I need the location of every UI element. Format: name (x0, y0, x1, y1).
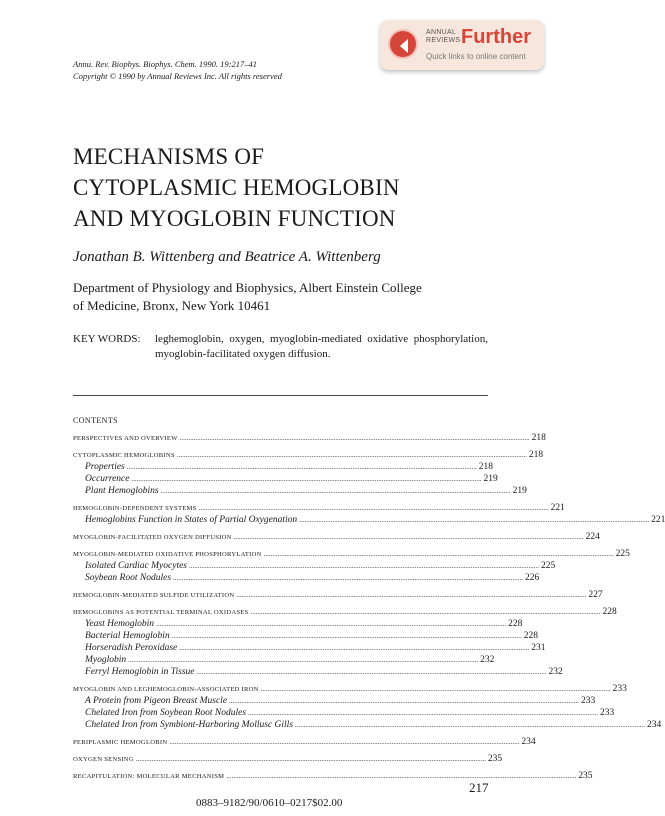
toc-entry-title: A Protein from Pigeon Breast Muscle (85, 696, 228, 706)
toc-entry-page: 235 (487, 754, 503, 764)
copyright-line: Copyright © 1990 by Annual Reviews Inc. All rights reserved (73, 71, 282, 81)
toc-leader-dots: ........................................................................................................................................................................................................ (263, 550, 614, 558)
toc-entry (73, 532, 600, 544)
citation-line: Annu. Rev. Biophys. Biophys. Chem. 1990. 19:217–41 (73, 59, 257, 69)
toc-entry (73, 720, 662, 732)
toc-entry-title: Occurrence (85, 474, 130, 484)
toc-entry-page: 233 (581, 696, 596, 706)
article-title (73, 141, 400, 234)
contents-heading: CONTENTS (73, 416, 118, 425)
toc-entry-page: 225 (615, 549, 630, 559)
toc-entry (73, 667, 563, 679)
toc-entry-page: 219 (512, 486, 527, 496)
toc-entry (73, 619, 523, 631)
toc-entry-title: MYOGLOBIN-FACILITATED OXYGEN DIFFUSION (73, 534, 232, 541)
toc-entry (73, 486, 527, 498)
toc-entry (73, 433, 546, 445)
toc-entry-page: 231 (531, 643, 546, 653)
toc-entry-title: OXYGEN SENSING (73, 756, 134, 763)
toc-entry-title: Myoglobin (85, 655, 127, 665)
toc-entry (73, 708, 615, 720)
toc-entry (73, 631, 538, 643)
toc-leader-dots: ........................................................................................................................................................................................................ (156, 620, 507, 628)
toc-leader-dots: ........................................................................................................................................................................................................ (229, 697, 580, 705)
keywords-text: leghemoglobin, oxygen, myoglobin-mediated oxidative phosphorylation, myoglobin-facilitated oxygen diffusion. (155, 333, 488, 360)
toc-entry-title: Horseradish Peroxidase (85, 643, 178, 653)
badge-further-label: Further (461, 26, 531, 48)
toc-entry (73, 771, 593, 783)
toc-leader-dots: ........................................................................................................................................................................................................ (160, 487, 511, 495)
toc-entry-title: Isolated Cardiac Myocytes (85, 561, 188, 571)
toc-leader-dots: ........................................................................................................................................................................................................ (226, 772, 577, 780)
toc-entry-page: 221 (651, 515, 665, 525)
toc-entry (73, 474, 498, 486)
toc-leader-dots: ........................................................................................................................................................................................................ (126, 463, 477, 471)
toc-entry-title: HEMOGLOBIN-MEDIATED SULFIDE UTILIZATION (73, 592, 235, 599)
toc-entry-page: 228 (602, 607, 617, 617)
toc-entry-title: PERIPLASMIC HEMOGLOBIN (73, 739, 168, 746)
affiliation-line-2: of Medicine, Bronx, New York 10461 (73, 298, 271, 313)
toc-entry (73, 462, 494, 474)
toc-entry-title: Ferryl Hemoglobin in Tissue (85, 667, 195, 677)
toc-entry (73, 754, 503, 766)
toc-entry-title: RECAPITULATION: MOLECULAR MECHANISM (73, 773, 225, 780)
toc-entry-title: MYOGLOBIN-MEDIATED OXIDATIVE PHOSPHORYLATION (73, 551, 262, 558)
toc-entry-page: 218 (531, 433, 546, 443)
toc-leader-dots: ........................................................................................................................................................................................................ (198, 504, 549, 512)
toc-entry-page: 232 (480, 655, 495, 665)
toc-entry (73, 607, 617, 619)
toc-entry-page: 234 (521, 737, 536, 747)
toc-leader-dots: ........................................................................................................................................................................................................ (196, 668, 547, 676)
toc-entry-title: PERSPECTIVES AND OVERVIEW (73, 435, 178, 442)
title-line-2: CYTOPLASMIC HEMOGLOBIN (73, 175, 400, 200)
toc-entry-title: Plant Hemoglobins (85, 486, 159, 496)
toc-entry-title: MYOGLOBIN AND LEGHEMOGLOBIN-ASSOCIATED IRON (73, 686, 259, 693)
toc-leader-dots: ........................................................................................................................................................................................................ (250, 608, 601, 616)
toc-entry-title: Properties (85, 462, 125, 472)
toc-entry-page: 224 (585, 532, 600, 542)
toc-entry (73, 643, 546, 655)
toc-leader-dots: ........................................................................................................................................................................................................ (131, 475, 482, 483)
toc-entry (73, 561, 556, 573)
page-number: 217 (469, 780, 489, 795)
toc-entry-title: Chelated Iron from Soybean Root Nodules (85, 708, 247, 718)
toc-leader-dots: ........................................................................................................................................................................................................ (248, 709, 599, 717)
toc-leader-dots: ........................................................................................................................................................................................................ (189, 562, 540, 570)
toc-entry-page: 225 (541, 561, 556, 571)
toc-leader-dots: ........................................................................................................................................................................................................ (260, 685, 611, 693)
toc-leader-dots: ........................................................................................................................................................................................................ (233, 533, 584, 541)
toc-entry-title: CYTOPLASMIC HEMOGLOBINS (73, 452, 175, 459)
toc-entry-page: 233 (612, 684, 627, 694)
toc-leader-dots: ........................................................................................................................................................................................................ (171, 632, 522, 640)
toc-entry (73, 450, 544, 462)
toc-entry (73, 515, 665, 527)
toc-leader-dots: ........................................................................................................................................................................................................ (173, 574, 524, 582)
footer-code: 0883–9182/90/0610–0217$02.00 (196, 797, 343, 809)
toc-entry-title: Hemoglobins Function in States of Partial Oxygenation (85, 515, 298, 525)
toc-entry-page: 235 (578, 771, 593, 781)
toc-entry-title: Chelated Iron from Symbiont-Harboring Mollusc Gills (85, 720, 294, 730)
title-line-1: MECHANISMS OF (73, 144, 265, 169)
keywords (73, 332, 488, 362)
toc-entry-title: HEMOGLOBIN-DEPENDENT SYSTEMS (73, 505, 197, 512)
toc-entry-page: 221 (550, 503, 565, 513)
toc-entry-title: Bacterial Hemoglobin (85, 631, 170, 641)
toc-leader-dots: ........................................................................................................................................................................................................ (179, 434, 530, 442)
toc-leader-dots: ........................................................................................................................................................................................................ (179, 644, 530, 652)
divider (73, 395, 488, 396)
toc-entry-title: HEMOGLOBINS AS POTENTIAL TERMINAL OXIDASES (73, 609, 249, 616)
toc-entry-page: 227 (588, 590, 603, 600)
toc-leader-dots: ........................................................................................................................................................................................................ (169, 738, 520, 746)
toc-entry (73, 696, 596, 708)
toc-leader-dots: ........................................................................................................................................................................................................ (236, 591, 587, 599)
toc-entry-title: Yeast Hemoglobin (85, 619, 155, 629)
keywords-label: KEY WORDS: (73, 333, 141, 345)
toc-entry-page: 219 (483, 474, 498, 484)
toc-entry-page: 226 (525, 573, 540, 583)
affiliation-line-1: Department of Physiology and Biophysics, Albert Einstein College (73, 280, 422, 295)
toc-entry-page: 232 (548, 667, 563, 677)
toc-entry-page: 233 (600, 708, 615, 718)
toc-entry (73, 737, 536, 749)
citation-block (73, 58, 282, 82)
toc-entry (73, 684, 627, 696)
title-line-3: AND MYOGLOBIN FUNCTION (73, 206, 396, 231)
toc-entry (73, 503, 565, 515)
toc-leader-dots: ........................................................................................................................................................................................................ (135, 755, 486, 763)
toc-entry-page: 234 (647, 720, 662, 730)
authors: Jonathan B. Wittenberg and Beatrice A. Wittenberg (73, 249, 381, 265)
badge-quick-links-label: Quick links to online content (426, 52, 526, 61)
toc-entry (73, 590, 603, 602)
back-arrow-icon (388, 29, 418, 59)
toc-leader-dots: ........................................................................................................................................................................................................ (295, 721, 646, 729)
toc-leader-dots: ........................................................................................................................................................................................................ (176, 451, 527, 459)
toc-leader-dots: ........................................................................................................................................................................................................ (299, 516, 650, 524)
badge-annual-reviews-label: ANNUAL REVIEWS (426, 29, 461, 44)
toc-entry-page: 218 (528, 450, 544, 460)
affiliation (73, 279, 422, 315)
toc-entry-page: 218 (478, 462, 494, 472)
toc-leader-dots: ........................................................................................................................................................................................................ (128, 656, 479, 664)
annual-reviews-further-badge[interactable] (380, 20, 544, 70)
toc-entry-page: 228 (523, 631, 538, 641)
toc-entry-page: 228 (508, 619, 523, 629)
toc-entry (73, 549, 630, 561)
toc-entry (73, 573, 540, 585)
toc-entry-title: Soybean Root Nodules (85, 573, 172, 583)
toc-entry (73, 655, 495, 667)
